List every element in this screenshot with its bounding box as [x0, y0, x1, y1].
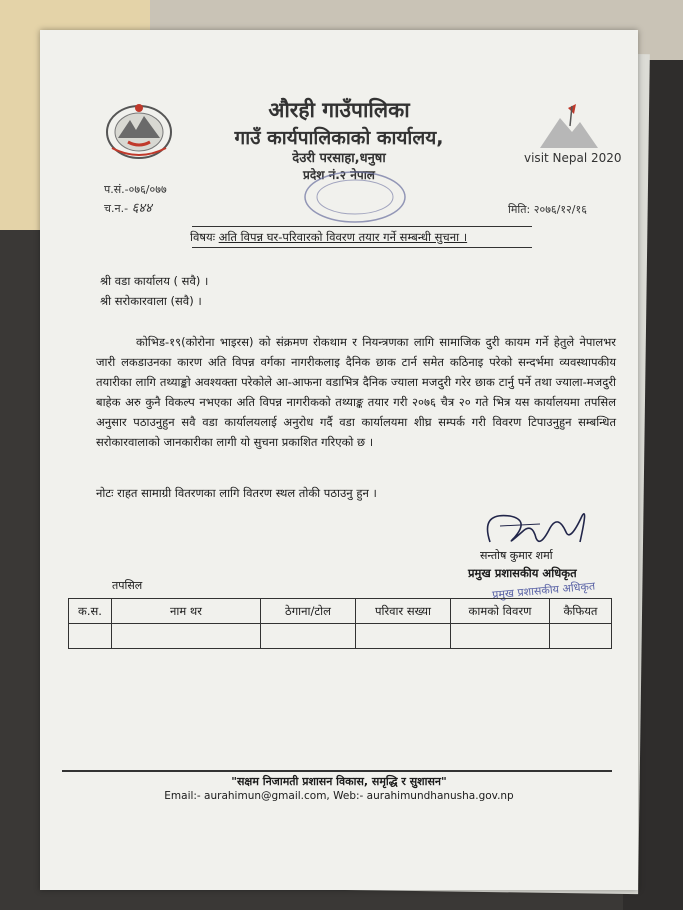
subject-line [190, 230, 510, 245]
subject-text: अति विपन्न घर-परिवारको विवरण तयार गर्ने सम्बन्धी सुचना । [218, 230, 468, 244]
column-name: नाम थर [112, 599, 261, 624]
dispatch-value: ६४४ [131, 201, 152, 216]
details-table [68, 598, 612, 649]
table-cell [112, 624, 261, 649]
municipality-name: औरही गाउँपालिका [268, 98, 410, 122]
office-location: देउरी परसाहा,धनुषा [292, 151, 386, 166]
addressee-ward-offices: श्री वडा कार्यालय ( सवै) । [100, 274, 209, 288]
province-line: प्रदेश नं.२ नेपाल [303, 168, 375, 182]
table-cell [69, 624, 112, 649]
table-caption: तपसिल [112, 579, 143, 592]
office-name: गाउँ कार्यपालिकाको कार्यालय, [234, 127, 444, 149]
footer-rule [62, 770, 612, 772]
footer-contact: Email:- aurahimun@gmail.com, Web:- aurahimundhanusha.gov.np [164, 790, 514, 802]
table-header-row [69, 599, 612, 624]
notice-body: कोभिड-१९(कोरोना भाइरस) को संक्रमण रोकथाम र नियन्त्रणका लागि सामाजिक दुरी कायम गर्ने हेतुले नेपालभर जारी लकडाउनका कारण अति विपन्न वर्गका नागरीकलाइ दैनिक छाक टार्न समेत कठिनाइ परेको सन्दर्भमा व्यवस्थापकीय तयारीका लागि तथ्याङ्को अवश्यक्ता परेकोले आ-आफना वडाभित्र दैनिक ज्याला मजदुरी गरेर छाक टार्नु पर्ने तथा ज्याला-मजदुरी बाहेक अरु कुनै विकल्प नभएका अति विपन्न नागरीकको तथ्याङ्क तयार गरी २०७६ चैत्र २० गते भित्र यस कार्यालयमा तपसिल अनुसार पठाउनुहुन सवै वडा कार्यालयलाई अनुरोध गर्दै वडा कार्यालयमा शीघ्र सम्पर्क गरी विवरण टिपाउनुहुन सम्बन्धित सरोकारवालाको जानकारीका लागी यो सुचना प्रकाशित गरिएको छ । [96, 335, 616, 449]
table-cell [550, 624, 612, 649]
dispatch-label: च.न.- [104, 202, 129, 215]
footer-slogan: "सक्षम निजामती प्रशासन विकास, समृद्धि र सुशासन" [231, 775, 447, 788]
letter-reference-number: प.सं.-०७६/०७७ [104, 183, 167, 196]
signatory-stamp: प्रमुख प्रशासकीय अधिकृत [491, 579, 596, 602]
letter-date: मिति: २०७६/१२/१६ [508, 203, 587, 216]
notice-document [40, 30, 638, 890]
dispatch-number [104, 198, 152, 216]
table-row [69, 624, 612, 649]
office-stamp [300, 168, 410, 226]
column-remarks: कैफियत [550, 599, 612, 624]
signatory-title: प्रमुख प्रशासकीय अधिकृत [468, 566, 577, 580]
column-serial: क.स. [69, 599, 112, 624]
table-cell [356, 624, 451, 649]
column-address: ठेगाना/टोल [261, 599, 356, 624]
signatory-name: सन्तोष कुमार शर्मा [480, 549, 553, 562]
subject-label: विषयः [190, 230, 216, 244]
visit-nepal-text: visit Nepal 2020 [524, 151, 622, 165]
column-work-details: कामको विवरण [451, 599, 550, 624]
notice-note: नोटः राहत सामाग्री वितरणका लागि वितरण स्थल तोकी पठाउनु हुन । [96, 486, 377, 500]
addressee-stakeholders: श्री सरोकारवाला (सवै) । [100, 294, 202, 308]
table-cell [261, 624, 356, 649]
table-cell [451, 624, 550, 649]
column-family-size: परिवार सख्या [356, 599, 451, 624]
